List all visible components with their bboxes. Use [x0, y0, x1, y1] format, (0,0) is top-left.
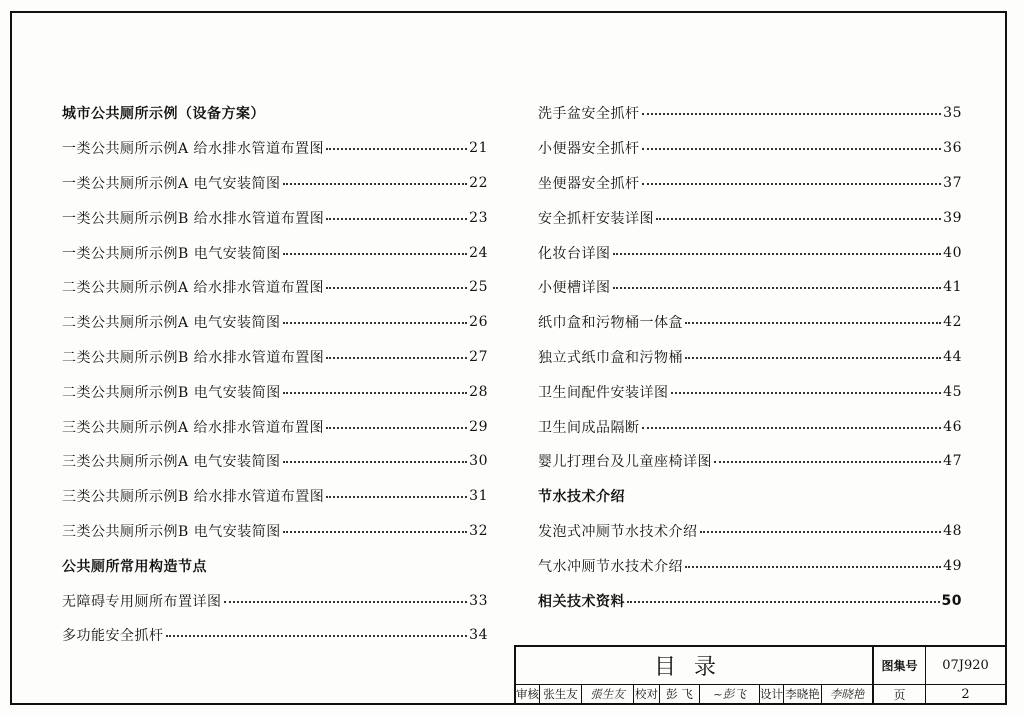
leader-dots — [685, 566, 941, 568]
toc-entry-title: 婴儿打理台及儿童座椅详图 — [538, 454, 712, 471]
toc-entry — [538, 235, 962, 270]
toc-entry-title: 发泡式冲厕节水技术介绍 — [538, 523, 698, 540]
toc-entry-title: 三类公共厕所示例A 给水排水管道布置图 — [62, 419, 325, 436]
toc-entry — [538, 514, 962, 549]
toc-entry-page: 49 — [943, 557, 962, 574]
toc-entry-title: 二类公共厕所示例B 给水排水管道布置图 — [62, 349, 325, 366]
toc-entry-page: 39 — [943, 209, 962, 226]
leader-dots — [283, 392, 467, 394]
leader-dots — [326, 218, 467, 220]
title-block — [514, 645, 1005, 703]
toc-section-heading — [62, 548, 488, 583]
toc-entry-page: 26 — [469, 314, 488, 331]
checker-signature: ~彭飞 — [700, 685, 760, 703]
toc-entry-title: 多功能安全抓杆 — [62, 628, 164, 645]
leader-dots — [714, 461, 941, 463]
toc-entry — [62, 514, 488, 549]
leader-dots — [685, 357, 941, 359]
toc-entry-title: 一类公共厕所示例A 电气安装简图 — [62, 175, 281, 192]
leader-dots — [326, 287, 467, 289]
toc-entry — [538, 200, 962, 235]
leader-dots — [627, 601, 940, 603]
leader-dots — [326, 148, 467, 150]
toc-entry — [538, 96, 962, 131]
toc-entry-page: 25 — [469, 279, 488, 296]
toc-entry-page: 34 — [469, 627, 488, 644]
toc-entry-title: 气水冲厕节水技术介绍 — [538, 558, 683, 575]
toc-entry-page: 44 — [943, 348, 962, 365]
toc-section-heading — [538, 583, 962, 618]
toc-entry-page: 21 — [469, 140, 488, 157]
toc-entry — [62, 618, 488, 653]
leader-dots — [224, 601, 468, 603]
toc-entry-page: 35 — [943, 105, 962, 122]
toc-entry — [538, 131, 962, 166]
toc-entry — [62, 444, 488, 479]
toc-entry-title: 洗手盆安全抓杆 — [538, 106, 640, 123]
toc-entry-title: 小便器安全抓杆 — [538, 141, 640, 158]
toc-entry-page: 24 — [469, 244, 488, 261]
toc-entry-title: 城市公共厕所示例（设备方案） — [62, 106, 265, 123]
toc-entry — [538, 374, 962, 409]
toc-entry — [538, 548, 962, 583]
toc-entry-title: 卫生间配件安装详图 — [538, 384, 669, 401]
toc-entry-page: 32 — [469, 522, 488, 539]
page-number: 2 — [961, 686, 970, 702]
toc-entry — [538, 340, 962, 375]
toc-entry — [538, 166, 962, 201]
toc-entry-page: 37 — [943, 174, 962, 191]
toc-entry-title: 节水技术介绍 — [538, 489, 625, 506]
toc-entry-page: 29 — [469, 418, 488, 435]
toc-entry — [62, 583, 488, 618]
toc-entry-title: 三类公共厕所示例B 电气安装简图 — [62, 523, 281, 540]
leader-dots — [283, 322, 468, 324]
toc-entry-title: 二类公共厕所示例A 电气安装简图 — [62, 315, 281, 332]
toc-entry — [62, 340, 488, 375]
checker-name: 彭 飞 — [660, 685, 700, 703]
leader-dots — [613, 287, 942, 289]
leader-dots — [166, 635, 468, 637]
toc-entry-title: 安全抓杆安装详图 — [538, 210, 654, 227]
toc-entry-title: 一类公共厕所示例A 给水排水管道布置图 — [62, 141, 325, 158]
toc-entry-page: 36 — [943, 140, 962, 157]
leader-dots — [326, 427, 467, 429]
designer-label: 设计 — [760, 687, 783, 701]
toc-entry-title: 三类公共厕所示例B 给水排水管道布置图 — [62, 489, 325, 506]
toc-entry-page: 42 — [943, 314, 962, 331]
toc-entry — [62, 166, 488, 201]
toc-entry-title: 化妆台详图 — [538, 245, 611, 262]
signature-row — [516, 685, 874, 703]
title-block-title: 目录 — [516, 647, 874, 685]
toc-entry — [62, 270, 488, 305]
toc-entry — [62, 131, 488, 166]
toc-entry-title: 卫生间成品隔断 — [538, 419, 640, 436]
toc-section-heading — [538, 479, 962, 514]
toc-entry-title: 无障碍专用厕所布置详图 — [62, 593, 222, 610]
toc-entry — [538, 270, 962, 305]
reviewer-label: 审核 — [516, 687, 539, 701]
leader-dots — [642, 183, 942, 185]
designer-signature: 李晓艳 — [829, 687, 865, 701]
toc-entry-title: 二类公共厕所示例B 电气安装简图 — [62, 384, 281, 401]
leader-dots — [283, 253, 467, 255]
atlas-number-label: 图集号 — [874, 647, 926, 685]
toc-entry-page: 50 — [941, 592, 962, 609]
toc-entry-title: 纸巾盒和污物桶一体盒 — [538, 315, 683, 332]
toc-entry-title: 公共厕所常用构造节点 — [62, 558, 207, 575]
toc-entry-title: 相关技术资料 — [538, 593, 625, 610]
toc-entry-page: 48 — [943, 522, 962, 539]
toc-entry-title: 二类公共厕所示例A 给水排水管道布置图 — [62, 280, 325, 297]
leader-dots — [671, 392, 942, 394]
atlas-number: 07J920 — [926, 647, 1005, 685]
toc-entry-page: 31 — [469, 488, 488, 505]
toc-entry-page: 46 — [943, 418, 962, 435]
leader-dots — [700, 531, 942, 533]
toc-left-column — [62, 96, 488, 653]
leader-dots — [642, 148, 942, 150]
toc-entry-page: 28 — [469, 383, 488, 400]
reviewer-name: 张生友 — [540, 685, 582, 703]
leader-dots — [283, 461, 468, 463]
toc-entry — [62, 235, 488, 270]
toc-entry — [538, 444, 962, 479]
toc-entry-title: 小便槽详图 — [538, 280, 611, 297]
toc-entry-page: 23 — [469, 209, 488, 226]
toc-entry-title: 坐便器安全抓杆 — [538, 175, 640, 192]
reviewer-signature: 張生友 — [582, 685, 634, 703]
toc-entry-title: 一类公共厕所示例B 给水排水管道布置图 — [62, 210, 325, 227]
toc-right-column — [538, 96, 962, 618]
checker-label: 校对 — [635, 687, 658, 701]
toc-entry-page: 33 — [469, 592, 488, 609]
toc-entry-page: 40 — [943, 244, 962, 261]
leader-dots — [642, 427, 942, 429]
toc-entry-page: 47 — [943, 453, 962, 470]
toc-entry — [62, 305, 488, 340]
toc-entry-title: 独立式纸巾盒和污物桶 — [538, 349, 683, 366]
toc-entry — [62, 479, 488, 514]
toc-entry — [62, 200, 488, 235]
toc-entry-title: 一类公共厕所示例B 电气安装简图 — [62, 245, 281, 262]
toc-entry — [538, 409, 962, 444]
page-label: 页 — [874, 685, 926, 703]
leader-dots — [283, 183, 468, 185]
toc-entry — [62, 409, 488, 444]
designer-name: 李晓艳 — [784, 685, 822, 703]
leader-dots — [642, 113, 942, 115]
leader-dots — [685, 322, 941, 324]
toc-entry-page: 22 — [469, 174, 488, 191]
toc-section-heading — [62, 96, 488, 131]
toc-entry-page: 45 — [943, 383, 962, 400]
toc-entry-page: 30 — [469, 453, 488, 470]
toc-entry-page: 27 — [469, 348, 488, 365]
toc-entry — [62, 374, 488, 409]
leader-dots — [656, 218, 941, 220]
leader-dots — [613, 253, 942, 255]
toc-entry-page: 41 — [943, 279, 962, 296]
toc-entry — [538, 305, 962, 340]
leader-dots — [283, 531, 467, 533]
leader-dots — [326, 357, 467, 359]
toc-entry-title: 三类公共厕所示例A 电气安装简图 — [62, 454, 281, 471]
leader-dots — [326, 496, 467, 498]
